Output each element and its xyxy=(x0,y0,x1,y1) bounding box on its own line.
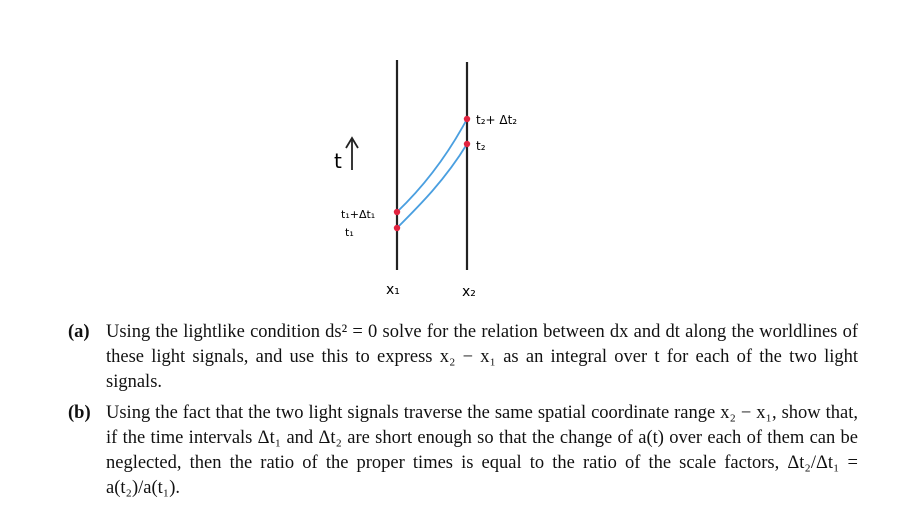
label-t1-dt: t₁+Δt₁ xyxy=(341,208,376,221)
part-b-label: (b) xyxy=(68,403,91,423)
light-signal-1 xyxy=(397,144,467,228)
part-a-text: Using the lightlike condition ds² = 0 solve for the relation between dx and dt along the worldlines of these light signals, and use this to express x₂ − x₁ as an integral over t for each of the two light signals. xyxy=(106,322,858,392)
event-t2 xyxy=(464,141,470,147)
time-axis-label: t xyxy=(334,149,342,173)
label-t2-dt: t₂+ Δt₂ xyxy=(476,113,518,127)
part-a-label: (a) xyxy=(68,322,90,342)
problem-part-b xyxy=(68,401,858,501)
label-x2: x₂ xyxy=(462,284,476,300)
part-b-text: Using the fact that the two light signals traverse the same spatial coordinate range x₂ − x₁, show that, if the time intervals Δt₁ and Δt₂ are short enough so that the change of a(t) over each of them can be neglected, then the ratio of the proper times is equal to the ratio of the scale factors, Δt₂/Δt₁ = a(t₂)/a(t₁). xyxy=(106,403,858,498)
event-t1-dt xyxy=(394,209,400,215)
problem-part-a xyxy=(68,320,858,395)
label-x1: x₁ xyxy=(386,282,400,298)
label-t1: t₁ xyxy=(345,226,354,239)
label-t2: t₂ xyxy=(476,139,486,153)
light-signal-2 xyxy=(397,119,467,212)
event-t1 xyxy=(394,225,400,231)
event-t2-dt xyxy=(464,116,470,122)
